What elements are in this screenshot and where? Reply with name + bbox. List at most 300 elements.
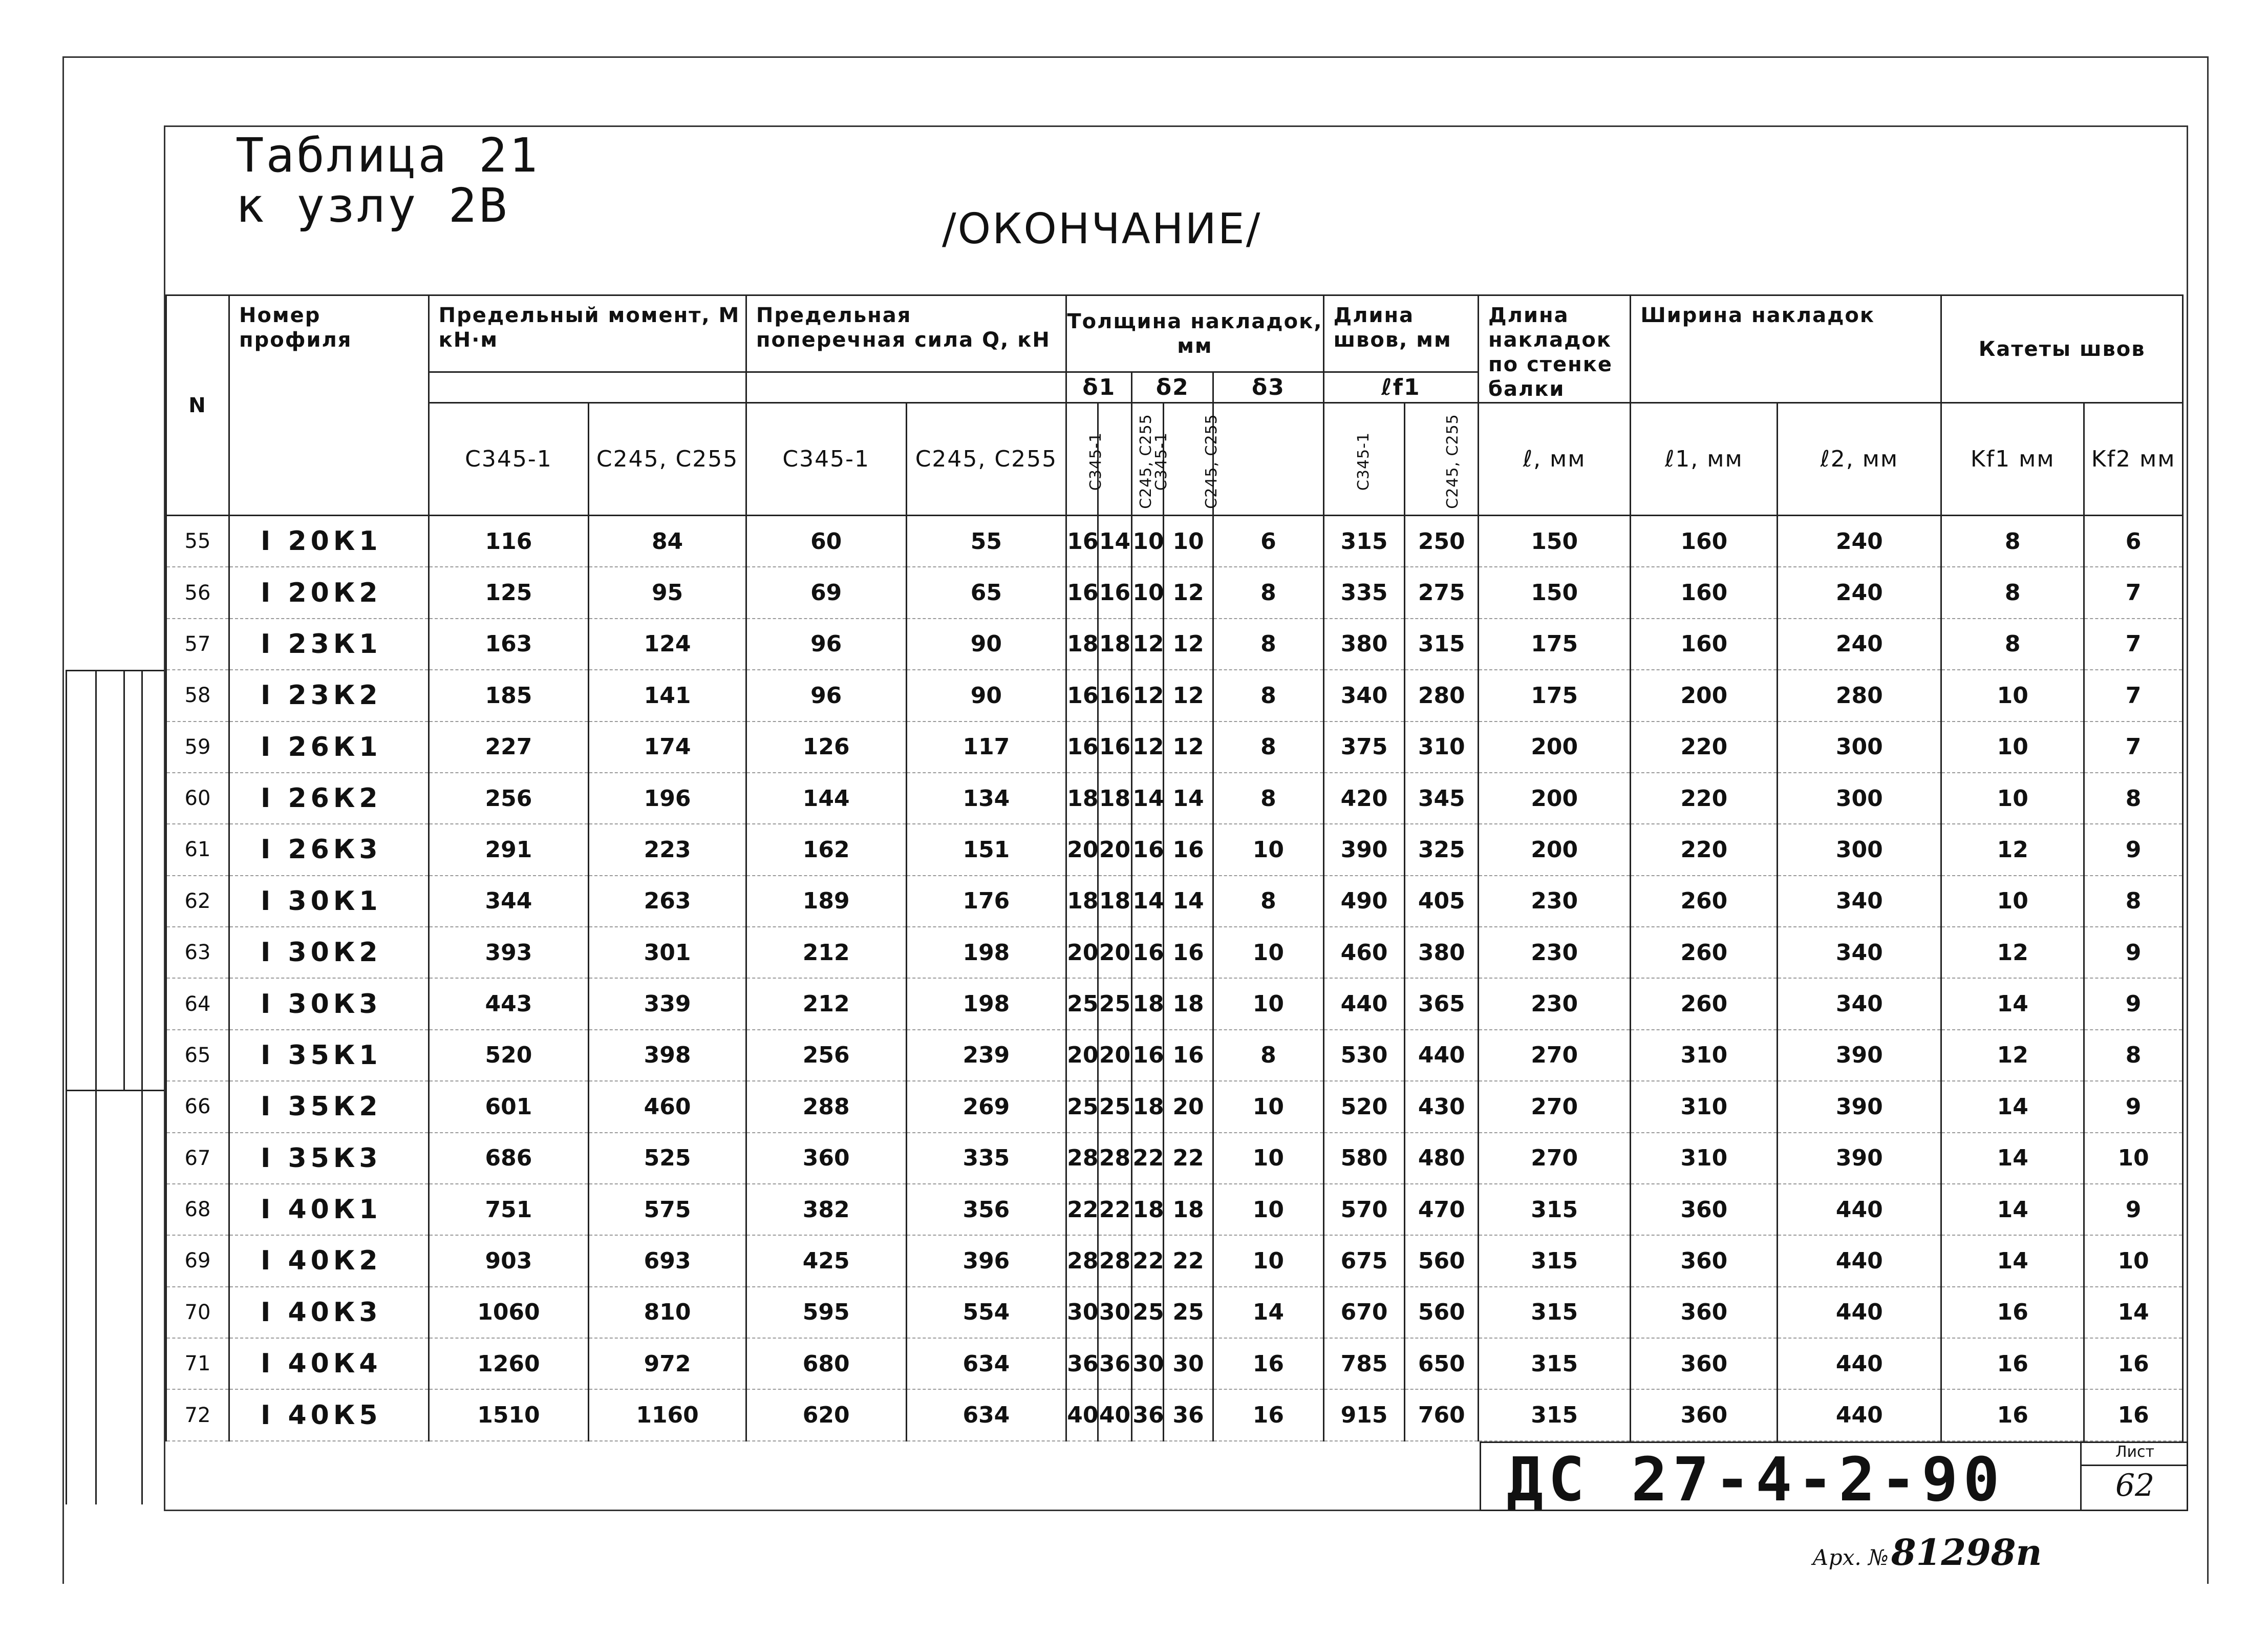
cell-d2-s245: 20 xyxy=(1163,1081,1213,1132)
archive-note xyxy=(1812,1531,2042,1574)
table-row xyxy=(166,516,2183,567)
cell-shear-s245: 239 xyxy=(906,1030,1066,1081)
cell-profile-number: I 26К2 xyxy=(229,773,429,824)
cell-profile-number: I 23К2 xyxy=(229,670,429,721)
cell-d3: 14 xyxy=(1213,1287,1323,1338)
cell-d1-s345: 40 xyxy=(1066,1389,1098,1441)
cell-d2-s345: 22 xyxy=(1132,1235,1164,1286)
cell-d2-s345: 14 xyxy=(1132,876,1164,927)
cell-shear-s345: 680 xyxy=(746,1338,906,1389)
cell-row-num: 71 xyxy=(166,1338,229,1389)
header-moment-s345: С345-1 xyxy=(429,403,589,516)
header-width: Ширина накладок xyxy=(1631,295,1941,403)
cell-moment-s345: 393 xyxy=(429,927,589,978)
cell-lf1-s245: 440 xyxy=(1405,1030,1479,1081)
header-d3-grade xyxy=(1213,403,1323,516)
cell-width-b1: 310 xyxy=(1631,1081,1778,1132)
table-row xyxy=(166,978,2183,1029)
cell-row-num: 70 xyxy=(166,1287,229,1338)
cell-moment-s345: 163 xyxy=(429,619,589,670)
cell-lf1-s245: 310 xyxy=(1405,722,1479,773)
cell-width-b2: 280 xyxy=(1778,670,1941,721)
cell-moment-s345: 344 xyxy=(429,876,589,927)
cell-pad-length: 270 xyxy=(1479,1133,1631,1184)
table-row xyxy=(166,927,2183,978)
cell-d1-s345: 22 xyxy=(1066,1184,1098,1235)
cell-width-b2: 240 xyxy=(1778,567,1941,618)
cell-d2-s245: 22 xyxy=(1163,1133,1213,1184)
cell-d1-s345: 20 xyxy=(1066,927,1098,978)
cell-lf1-s345: 785 xyxy=(1323,1338,1405,1389)
cell-width-b2: 340 xyxy=(1778,978,1941,1029)
cell-lf1-s245: 365 xyxy=(1405,978,1479,1029)
cell-leg-kf2: 9 xyxy=(2084,978,2183,1029)
cell-moment-s345: 443 xyxy=(429,978,589,1029)
cell-lf1-s345: 520 xyxy=(1323,1081,1405,1132)
cell-d1-s245: 16 xyxy=(1098,670,1132,721)
cell-width-b2: 440 xyxy=(1778,1287,1941,1338)
cell-row-num: 72 xyxy=(166,1389,229,1441)
cell-shear-s345: 126 xyxy=(746,722,906,773)
cell-moment-s245: 174 xyxy=(589,722,746,773)
cell-shear-s245: 335 xyxy=(906,1133,1066,1184)
cell-row-num: 65 xyxy=(166,1030,229,1081)
cell-row-num: 67 xyxy=(166,1133,229,1184)
cell-moment-s345: 751 xyxy=(429,1184,589,1235)
cell-width-b2: 340 xyxy=(1778,927,1941,978)
cell-width-b1: 360 xyxy=(1631,1389,1778,1441)
cell-lf1-s245: 345 xyxy=(1405,773,1479,824)
cell-shear-s245: 356 xyxy=(906,1184,1066,1235)
cell-leg-kf2: 9 xyxy=(2084,1184,2183,1235)
cell-lf1-s345: 915 xyxy=(1323,1389,1405,1441)
cell-shear-s245: 269 xyxy=(906,1081,1066,1132)
cell-pad-length: 150 xyxy=(1479,567,1631,618)
cell-lf1-s345: 315 xyxy=(1323,516,1405,567)
cell-shear-s345: 69 xyxy=(746,567,906,618)
cell-moment-s345: 686 xyxy=(429,1133,589,1184)
cell-d3: 10 xyxy=(1213,1184,1323,1235)
cell-width-b2: 440 xyxy=(1778,1389,1941,1441)
cell-profile-number: I 35К1 xyxy=(229,1030,429,1081)
cell-moment-s245: 196 xyxy=(589,773,746,824)
header-b2: ℓ2, мм xyxy=(1778,403,1941,516)
cell-shear-s345: 620 xyxy=(746,1389,906,1441)
cell-row-num: 66 xyxy=(166,1081,229,1132)
cell-leg-kf2: 6 xyxy=(2084,516,2183,567)
cell-d2-s245: 18 xyxy=(1163,1184,1213,1235)
binding-strip xyxy=(66,670,164,1504)
cell-lf1-s245: 470 xyxy=(1405,1184,1479,1235)
cell-d1-s245: 25 xyxy=(1098,978,1132,1029)
cell-shear-s245: 90 xyxy=(906,619,1066,670)
cell-lf1-s345: 340 xyxy=(1323,670,1405,721)
cell-d1-s245: 30 xyxy=(1098,1287,1132,1338)
cell-d2-s345: 16 xyxy=(1132,824,1164,875)
cell-d2-s345: 25 xyxy=(1132,1287,1164,1338)
cell-moment-s345: 1510 xyxy=(429,1389,589,1441)
cell-d3: 8 xyxy=(1213,722,1323,773)
header-shear-s345: С345-1 xyxy=(746,403,906,516)
cell-pad-length: 200 xyxy=(1479,824,1631,875)
cell-d2-s245: 10 xyxy=(1163,516,1213,567)
cell-shear-s245: 554 xyxy=(906,1287,1066,1338)
cell-moment-s345: 1060 xyxy=(429,1287,589,1338)
cell-leg-kf2: 7 xyxy=(2084,670,2183,721)
cell-d3: 10 xyxy=(1213,1235,1323,1286)
cell-d2-s245: 12 xyxy=(1163,619,1213,670)
header-d2-s345-text: С345-1 xyxy=(1152,432,1171,491)
header-shear-spacer xyxy=(746,372,1066,403)
cell-pad-length: 150 xyxy=(1479,516,1631,567)
cell-shear-s245: 55 xyxy=(906,516,1066,567)
cell-moment-s245: 972 xyxy=(589,1338,746,1389)
cell-pad-length: 200 xyxy=(1479,773,1631,824)
table-row xyxy=(166,1287,2183,1338)
cell-moment-s245: 84 xyxy=(589,516,746,567)
header-pad-length: Длина накладок по стенке балки xyxy=(1479,295,1631,403)
table-title-line2: к узлу 2В xyxy=(236,178,509,233)
cell-profile-number: I 20К2 xyxy=(229,567,429,618)
cell-pad-length: 200 xyxy=(1479,722,1631,773)
cell-pad-length: 230 xyxy=(1479,978,1631,1029)
cell-shear-s245: 151 xyxy=(906,824,1066,875)
cell-d1-s345: 25 xyxy=(1066,978,1098,1029)
table-row xyxy=(166,722,2183,773)
cell-d3: 8 xyxy=(1213,567,1323,618)
cell-lf1-s345: 675 xyxy=(1323,1235,1405,1286)
cell-lf1-s345: 335 xyxy=(1323,567,1405,618)
cell-width-b1: 160 xyxy=(1631,567,1778,618)
header-d1-s245-text: С245, С255 xyxy=(1137,413,1155,509)
cell-d1-s245: 14 xyxy=(1098,516,1132,567)
cell-d1-s345: 25 xyxy=(1066,1081,1098,1132)
cell-profile-number: I 40К5 xyxy=(229,1389,429,1441)
cell-d1-s245: 16 xyxy=(1098,567,1132,618)
cell-profile-number: I 40К3 xyxy=(229,1287,429,1338)
cell-leg-kf2: 10 xyxy=(2084,1235,2183,1286)
cell-d3: 8 xyxy=(1213,619,1323,670)
cell-d1-s345: 16 xyxy=(1066,567,1098,618)
cell-profile-number: I 40К4 xyxy=(229,1338,429,1389)
table-body xyxy=(166,516,2183,1441)
cell-row-num: 61 xyxy=(166,824,229,875)
cell-leg-kf2: 7 xyxy=(2084,722,2183,773)
cell-lf1-s245: 430 xyxy=(1405,1081,1479,1132)
cell-leg-kf1: 14 xyxy=(1941,1081,2084,1132)
cell-pad-length: 175 xyxy=(1479,670,1631,721)
cell-d3: 8 xyxy=(1213,773,1323,824)
archive-number: 81298п xyxy=(1891,1531,2042,1574)
cell-d3: 10 xyxy=(1213,824,1323,875)
cell-lf1-s345: 460 xyxy=(1323,927,1405,978)
cell-d2-s245: 30 xyxy=(1163,1338,1213,1389)
cell-profile-number: I 40К2 xyxy=(229,1235,429,1286)
cell-d3: 10 xyxy=(1213,927,1323,978)
table-subtitle: /ОКОНЧАНИЕ/ xyxy=(942,205,1262,253)
cell-width-b1: 260 xyxy=(1631,978,1778,1029)
cell-leg-kf2: 8 xyxy=(2084,773,2183,824)
cell-d1-s245: 20 xyxy=(1098,824,1132,875)
cell-width-b2: 390 xyxy=(1778,1030,1941,1081)
cell-moment-s245: 223 xyxy=(589,824,746,875)
cell-shear-s245: 176 xyxy=(906,876,1066,927)
header-n: N xyxy=(166,295,229,516)
cell-leg-kf2: 8 xyxy=(2084,1030,2183,1081)
cell-lf1-s345: 530 xyxy=(1323,1030,1405,1081)
cell-leg-kf2: 10 xyxy=(2084,1133,2183,1184)
cell-d1-s345: 18 xyxy=(1066,619,1098,670)
cell-row-num: 59 xyxy=(166,722,229,773)
table-row xyxy=(166,1235,2183,1286)
sheet-number: 62 xyxy=(2115,1468,2155,1503)
cell-pad-length: 270 xyxy=(1479,1030,1631,1081)
table-row xyxy=(166,1338,2183,1389)
cell-row-num: 58 xyxy=(166,670,229,721)
cell-d2-s345: 22 xyxy=(1132,1133,1164,1184)
cell-width-b1: 310 xyxy=(1631,1133,1778,1184)
table-title-line1: Таблица 21 xyxy=(236,128,540,183)
cell-moment-s345: 291 xyxy=(429,824,589,875)
cell-shear-s245: 634 xyxy=(906,1389,1066,1441)
cell-d1-s345: 20 xyxy=(1066,824,1098,875)
cell-d2-s345: 12 xyxy=(1132,670,1164,721)
cell-lf1-s245: 280 xyxy=(1405,670,1479,721)
cell-d1-s245: 25 xyxy=(1098,1081,1132,1132)
table-title xyxy=(236,128,540,233)
cell-lf1-s245: 275 xyxy=(1405,567,1479,618)
header-b1: ℓ1, мм xyxy=(1631,403,1778,516)
cell-shear-s245: 134 xyxy=(906,773,1066,824)
cell-d3: 8 xyxy=(1213,1030,1323,1081)
cell-pad-length: 315 xyxy=(1479,1287,1631,1338)
cell-d1-s245: 18 xyxy=(1098,876,1132,927)
cell-shear-s345: 162 xyxy=(746,824,906,875)
cell-leg-kf2: 9 xyxy=(2084,824,2183,875)
cell-d2-s345: 36 xyxy=(1132,1389,1164,1441)
cell-d2-s345: 10 xyxy=(1132,567,1164,618)
cell-moment-s245: 1160 xyxy=(589,1389,746,1441)
cell-moment-s345: 116 xyxy=(429,516,589,567)
cell-d3: 10 xyxy=(1213,1081,1323,1132)
cell-d3: 10 xyxy=(1213,978,1323,1029)
cell-leg-kf1: 16 xyxy=(1941,1287,2084,1338)
cell-lf1-s345: 375 xyxy=(1323,722,1405,773)
cell-profile-number: I 35К2 xyxy=(229,1081,429,1132)
cell-d2-s245: 12 xyxy=(1163,567,1213,618)
table-row xyxy=(166,876,2183,927)
cell-shear-s245: 198 xyxy=(906,927,1066,978)
cell-d1-s345: 16 xyxy=(1066,722,1098,773)
cell-shear-s345: 189 xyxy=(746,876,906,927)
cell-width-b2: 240 xyxy=(1778,619,1941,670)
cell-leg-kf1: 14 xyxy=(1941,1184,2084,1235)
cell-moment-s245: 575 xyxy=(589,1184,746,1235)
table-row xyxy=(166,824,2183,875)
cell-shear-s345: 60 xyxy=(746,516,906,567)
cell-lf1-s345: 390 xyxy=(1323,824,1405,875)
table-row xyxy=(166,567,2183,618)
table-row xyxy=(166,773,2183,824)
cell-leg-kf1: 10 xyxy=(1941,670,2084,721)
cell-lf1-s245: 315 xyxy=(1405,619,1479,670)
cell-width-b1: 260 xyxy=(1631,927,1778,978)
cell-leg-kf1: 12 xyxy=(1941,824,2084,875)
cell-width-b1: 220 xyxy=(1631,824,1778,875)
cell-shear-s345: 288 xyxy=(746,1081,906,1132)
cell-shear-s345: 595 xyxy=(746,1287,906,1338)
cell-leg-kf2: 7 xyxy=(2084,619,2183,670)
cell-leg-kf1: 10 xyxy=(1941,773,2084,824)
cell-leg-kf2: 14 xyxy=(2084,1287,2183,1338)
cell-row-num: 64 xyxy=(166,978,229,1029)
table-row xyxy=(166,1133,2183,1184)
header-thickness: Толщина накладок, мм xyxy=(1066,295,1323,372)
cell-shear-s245: 90 xyxy=(906,670,1066,721)
cell-row-num: 69 xyxy=(166,1235,229,1286)
cell-leg-kf1: 14 xyxy=(1941,1235,2084,1286)
cell-moment-s245: 141 xyxy=(589,670,746,721)
cell-d2-s345: 18 xyxy=(1132,1081,1164,1132)
cell-lf1-s245: 560 xyxy=(1405,1235,1479,1286)
cell-leg-kf1: 8 xyxy=(1941,516,2084,567)
cell-d2-s245: 16 xyxy=(1163,927,1213,978)
cell-d1-s345: 28 xyxy=(1066,1133,1098,1184)
cell-d1-s345: 20 xyxy=(1066,1030,1098,1081)
cell-width-b2: 390 xyxy=(1778,1133,1941,1184)
cell-moment-s245: 693 xyxy=(589,1235,746,1286)
cell-row-num: 56 xyxy=(166,567,229,618)
cell-profile-number: I 35К3 xyxy=(229,1133,429,1184)
cell-lf1-s245: 650 xyxy=(1405,1338,1479,1389)
cell-pad-length: 315 xyxy=(1479,1235,1631,1286)
cell-lf1-s345: 490 xyxy=(1323,876,1405,927)
cell-d2-s345: 12 xyxy=(1132,619,1164,670)
cell-width-b1: 160 xyxy=(1631,619,1778,670)
cell-d1-s245: 20 xyxy=(1098,927,1132,978)
cell-d1-s345: 18 xyxy=(1066,876,1098,927)
cell-d3: 8 xyxy=(1213,670,1323,721)
cell-leg-kf1: 14 xyxy=(1941,978,2084,1029)
cell-d1-s345: 18 xyxy=(1066,773,1098,824)
cell-leg-kf2: 7 xyxy=(2084,567,2183,618)
cell-leg-kf1: 10 xyxy=(1941,722,2084,773)
header-d3: δ3 xyxy=(1213,372,1323,403)
cell-d1-s245: 22 xyxy=(1098,1184,1132,1235)
cell-lf1-s245: 405 xyxy=(1405,876,1479,927)
cell-leg-kf2: 9 xyxy=(2084,1081,2183,1132)
cell-lf1-s245: 250 xyxy=(1405,516,1479,567)
cell-profile-number: I 40К1 xyxy=(229,1184,429,1235)
cell-shear-s345: 96 xyxy=(746,619,906,670)
header-d1: δ1 xyxy=(1066,372,1132,403)
cell-pad-length: 230 xyxy=(1479,876,1631,927)
cell-lf1-s345: 420 xyxy=(1323,773,1405,824)
table-row xyxy=(166,1389,2183,1441)
cell-lf1-s245: 760 xyxy=(1405,1389,1479,1441)
cell-shear-s345: 425 xyxy=(746,1235,906,1286)
header-moment-s245: С245, С255 xyxy=(589,403,746,516)
cell-shear-s345: 256 xyxy=(746,1030,906,1081)
cell-d1-s245: 18 xyxy=(1098,619,1132,670)
cell-row-num: 55 xyxy=(166,516,229,567)
cell-d3: 16 xyxy=(1213,1338,1323,1389)
cell-d1-s345: 16 xyxy=(1066,670,1098,721)
cell-d2-s245: 12 xyxy=(1163,722,1213,773)
cell-width-b2: 340 xyxy=(1778,876,1941,927)
cell-d1-s245: 18 xyxy=(1098,773,1132,824)
cell-shear-s345: 144 xyxy=(746,773,906,824)
cell-width-b2: 300 xyxy=(1778,722,1941,773)
header-moment-spacer xyxy=(429,372,746,403)
cell-width-b2: 440 xyxy=(1778,1338,1941,1389)
cell-width-b1: 260 xyxy=(1631,876,1778,927)
cell-width-b1: 360 xyxy=(1631,1235,1778,1286)
cell-d3: 10 xyxy=(1213,1133,1323,1184)
cell-width-b2: 440 xyxy=(1778,1184,1941,1235)
cell-d1-s345: 36 xyxy=(1066,1338,1098,1389)
cell-moment-s345: 125 xyxy=(429,567,589,618)
cell-leg-kf1: 8 xyxy=(1941,619,2084,670)
cell-d2-s245: 22 xyxy=(1163,1235,1213,1286)
cell-lf1-s245: 560 xyxy=(1405,1287,1479,1338)
cell-shear-s245: 65 xyxy=(906,567,1066,618)
cell-moment-s345: 601 xyxy=(429,1081,589,1132)
cell-d1-s245: 28 xyxy=(1098,1133,1132,1184)
cell-leg-kf2: 9 xyxy=(2084,927,2183,978)
cell-width-b1: 160 xyxy=(1631,516,1778,567)
cell-leg-kf2: 16 xyxy=(2084,1338,2183,1389)
cell-width-b1: 310 xyxy=(1631,1030,1778,1081)
cell-shear-s345: 212 xyxy=(746,927,906,978)
stamp-block xyxy=(1480,1441,2188,1515)
data-table xyxy=(165,294,2184,1441)
cell-d2-s345: 12 xyxy=(1132,722,1164,773)
cell-row-num: 62 xyxy=(166,876,229,927)
cell-leg-kf1: 14 xyxy=(1941,1133,2084,1184)
cell-lf1-s245: 325 xyxy=(1405,824,1479,875)
cell-width-b1: 220 xyxy=(1631,773,1778,824)
header-d1-s345-text: С345-1 xyxy=(1087,432,1105,491)
table-row xyxy=(166,670,2183,721)
cell-pad-length: 315 xyxy=(1479,1184,1631,1235)
header-weld-length: Длина швов, мм xyxy=(1323,295,1478,372)
cell-d2-s345: 18 xyxy=(1132,1184,1164,1235)
table-row xyxy=(166,619,2183,670)
cell-shear-s245: 117 xyxy=(906,722,1066,773)
cell-d2-s245: 14 xyxy=(1163,876,1213,927)
cell-profile-number: I 26К3 xyxy=(229,824,429,875)
cell-profile-number: I 20К1 xyxy=(229,516,429,567)
header-kf2: Kf2 мм xyxy=(2084,403,2183,516)
cell-width-b1: 360 xyxy=(1631,1338,1778,1389)
header-d2-s245 xyxy=(1163,403,1221,516)
table-row xyxy=(166,1184,2183,1235)
cell-d1-s245: 40 xyxy=(1098,1389,1132,1441)
cell-pad-length: 270 xyxy=(1479,1081,1631,1132)
cell-moment-s245: 810 xyxy=(589,1287,746,1338)
cell-d3: 16 xyxy=(1213,1389,1323,1441)
cell-d2-s345: 14 xyxy=(1132,773,1164,824)
cell-d2-s245: 25 xyxy=(1163,1287,1213,1338)
cell-shear-s345: 382 xyxy=(746,1184,906,1235)
cell-row-num: 63 xyxy=(166,927,229,978)
cell-leg-kf1: 10 xyxy=(1941,876,2084,927)
cell-leg-kf2: 8 xyxy=(2084,876,2183,927)
cell-shear-s245: 396 xyxy=(906,1235,1066,1286)
cell-profile-number: I 30К3 xyxy=(229,978,429,1029)
cell-moment-s245: 124 xyxy=(589,619,746,670)
